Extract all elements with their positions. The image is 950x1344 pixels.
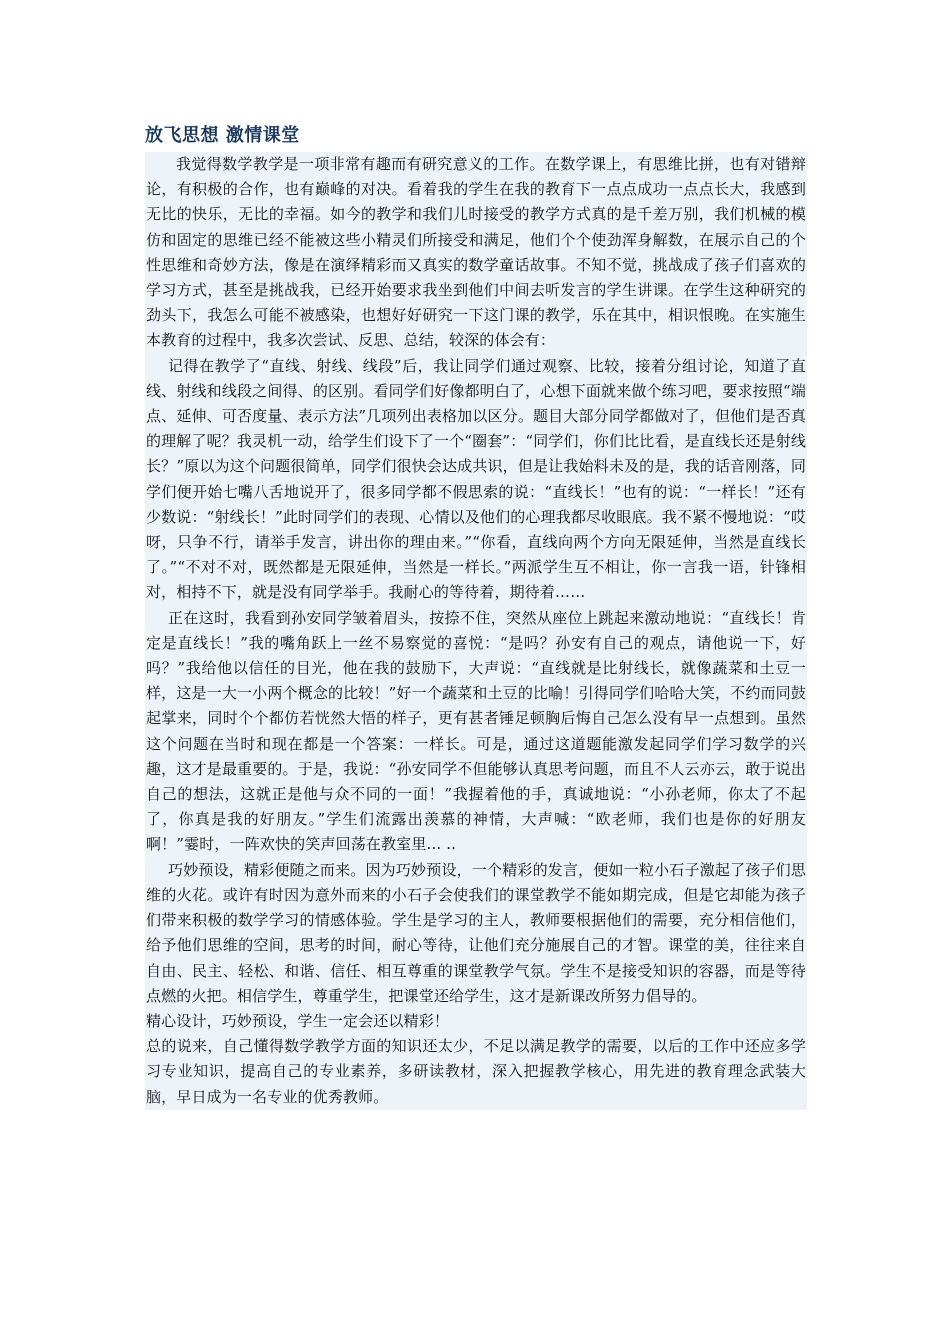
paragraph-sun-an: 正在这时，我看到孙安同学皱着眉头，按捺不住，突然从座位上跳起来激动地说：“直线长！肯定是直线长！”我的嘴角跃上一丝不易察觉的喜悦：“是吗？孙安有自己的观点，请他说一下，好吗？”我给他以信任的目光，他在我的鼓励下，大声说：“直线就是比射线长，就像蔬菜和土豆一样，这是一大一小两个概念的比较！”好一个蔬菜和土豆的比喻！引得同学们哈哈大笑，不约而同鼓起掌来，同时个个都仿若恍然大悟的样子，更有甚者锤足顿胸后悔自己怎么没有早一点想到。虽然这个问题在当时和现在都是一个答案：一样长。可是，通过这道题能激发起同学们学习数学的兴趣，这才是最重要的。于是，我说：“孙安同学不但能够认真思考问题，而且不人云亦云，敢于说出自己的想法，这就正是他与众不同的一面！”我握着他的手，真诚地说：“小孙老师，你太了不起了，你真是我的好朋友。”学生们流露出羡慕的神情，大声喊：“欧老师，我们也是你的好朋友啊！”霎时，一阵欢快的笑声回荡在教室里... .. — [146, 608, 806, 854]
paragraph-intro: 我觉得数学教学是一项非常有趣而有研究意义的工作。在数学课上，有思维比拼，也有对错辩论，有积极的合作，也有巅峰的对决。看着我的学生在我的教育下一点点成功一点点长大，我感到无比的快乐，无比的幸福。如今的教学和我们儿时接受的教学方式真的是千差万别，我们机械的模仿和固定的思维已经不能被这些小精灵们所接受和满足，他们个个使劲浑身解数，在展示自己的个性思维和奇妙方法，像是在演绎精彩而又真实的数学童话故事。不知不觉，挑战成了孩子们喜欢的学习方式，甚至是挑战我，已经开始要求我坐到他们中间去听发言的学生讲课。在学生这种研究的劲头下，我怎么可能不被感染，也想好好研究一下这门课的教学，乐在其中，相识恨晚。在实施生本教育的过程中，我多次尝试、反思、总结，较深的体会有： — [146, 155, 806, 350]
article-body — [145, 152, 807, 1110]
paragraph-summary: 总的说来，自己懂得数学教学方面的知识还太少，不足以满足教学的需要，以后的工作中还应多学习专业知识，提高自己的专业素养，多研读教材，深入把握教学核心，用先进的教育理念武装大脑，早日成为一名专业的优秀教师。 — [146, 1037, 806, 1106]
paragraph-preset: 巧妙预设，精彩便随之而来。因为巧妙预设，一个精彩的发言，便如一粒小石子激起了孩子们思维的火花。或许有时因为意外而来的小石子会使我们的课堂教学不能如期完成，但是它却能为孩子们带来积极的数学学习的情感体验。学生是学习的主人，教师要根据他们的需要，充分相信他们，给予他们思维的空间，思考的时间，耐心等待，让他们充分施展自己的才智。课堂的美，往往来自自由、民主、轻松、和谐、信任、相互尊重的课堂教学气氛。学生不是接受知识的容器，而是等待点燃的火把。相信学生，尊重学生，把课堂还给学生，这才是新课改所努力倡导的。 — [146, 860, 806, 1005]
paragraph-motto: 精心设计，巧妙预设，学生一定会还以精彩！ — [146, 1011, 450, 1030]
article-title: 放飞思想 激情课堂 — [145, 125, 300, 146]
paragraph-lines-lesson: 记得在教学了“直线、射线、线段”后，我让同学们通过观察、比较，接着分组讨论，知道了直线、射线和线段之间得、的区别。看同学们好像都明白了，心想下面就来做个练习吧，要求按照“端点、延伸、可否度量、表示方法”几项列出表格加以区分。题目大部分同学都做对了，但他们是否真的理解了呢？我灵机一动，给学生们设下了一个“圈套”：“同学们，你们比比看，是直线长还是射线长？”原以为这个问题很简单，同学们很快会达成共识，但是让我始料未及的是，我的话音刚落，同学们便开始七嘴八舌地说开了，很多同学都不假思索的说：“直线长！”也有的说：“一样长！”还有少数说：“射线长！”此时同学们的表现、心情以及他们的心理我都尽收眼底。我不紧不慢地说：“哎呀，只争不行，请举手发言，讲出你的理由来。”“你看，直线向两个方向无限延伸，当然是直线长了。”“不对不对，既然都是无限延伸，当然是一样长。”两派学生互不相让，你一言我一语，针锋相对，相持不下，就是没有同学举手。我耐心的等待着，期待着…… — [146, 356, 806, 602]
article — [145, 122, 807, 1110]
